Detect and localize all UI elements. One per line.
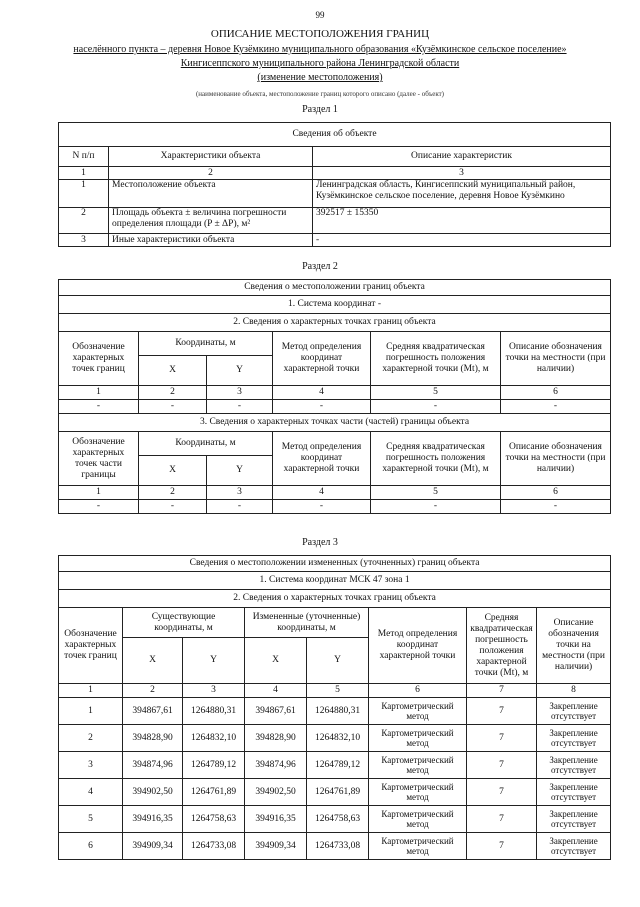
cell-ex-y: 1264758,63 <box>183 806 245 833</box>
coord-system: 1. Система координат - <box>59 296 611 314</box>
cell-ex-y: 1264832,10 <box>183 725 245 752</box>
section3-rows <box>59 698 611 860</box>
cell: - <box>371 500 501 514</box>
cell-ex-y: 1264761,89 <box>183 779 245 806</box>
header-cell: Средняя квадратическая погрешность положения характерной точки (Mt), м <box>371 432 501 486</box>
cell-new-x: 394828,90 <box>245 725 307 752</box>
numbering-cell: 7 <box>467 684 537 698</box>
cell-point: 4 <box>59 779 123 806</box>
table-row <box>59 698 611 725</box>
section1-table <box>58 122 611 247</box>
numbering-cell: 3 <box>313 167 611 180</box>
header-cell: Описание обозначения точки на местности (при наличии) <box>537 608 611 684</box>
cell-mt: 7 <box>467 833 537 860</box>
numbering-cell: 1 <box>59 486 139 500</box>
cell-ex-x: 394916,35 <box>123 806 183 833</box>
numbering-cell: 5 <box>307 684 369 698</box>
numbering-cell: 4 <box>273 486 371 500</box>
table-row <box>59 234 611 247</box>
numbering-cell: 5 <box>371 486 501 500</box>
object-name-line3: (изменение местоположения) <box>257 72 383 83</box>
cell-new-y: 1264832,10 <box>307 725 369 752</box>
header-cell: X <box>139 456 207 486</box>
section1-label: Раздел 1 <box>302 104 338 115</box>
section2-label: Раздел 2 <box>302 261 338 272</box>
object-name-line2: Кингисеппского муниципального района Ленинградской области <box>180 58 460 69</box>
cell: - <box>501 400 611 414</box>
cell-new-y: 1264761,89 <box>307 779 369 806</box>
numbering-cell: 6 <box>501 386 611 400</box>
section3-label: Раздел 3 <box>302 537 338 548</box>
cell-new-x: 394867,61 <box>245 698 307 725</box>
header-cell: Описание обозначения точки на местности (при наличии) <box>501 432 611 486</box>
cell-method: Картометрический метод <box>369 752 467 779</box>
cell-ex-y: 1264789,12 <box>183 752 245 779</box>
cell-new-y: 1264880,31 <box>307 698 369 725</box>
cell-method: Картометрический метод <box>369 833 467 860</box>
cell-new-x: 394909,34 <box>245 833 307 860</box>
header-cell: Обозначение характерных точек части границы <box>59 432 139 486</box>
cell-mt: 7 <box>467 806 537 833</box>
numbering-cell: 1 <box>59 167 109 180</box>
cell-ex-x: 394867,61 <box>123 698 183 725</box>
table-row <box>59 752 611 779</box>
header-cell: Y <box>183 638 245 684</box>
cell: - <box>139 500 207 514</box>
section3-table <box>58 555 611 860</box>
subsection-title: 2. Сведения о характерных точках границ объекта <box>59 590 611 608</box>
cell-ex-y: 1264880,31 <box>183 698 245 725</box>
cell: 1 <box>59 180 109 208</box>
cell: Иные характеристики объекта <box>109 234 313 247</box>
cell-desc: Закрепление отсутствует <box>537 833 611 860</box>
header-cell: Координаты, м <box>139 432 273 456</box>
header-cell: Y <box>307 638 369 684</box>
cell-ex-x: 394902,50 <box>123 779 183 806</box>
subsection-title: 2. Сведения о характерных точках границ объекта <box>59 314 611 332</box>
object-caption: (наименование объекта, местоположение границ которого описано (далее - объект) <box>195 90 445 98</box>
cell: - <box>371 400 501 414</box>
numbering-cell: 3 <box>207 486 273 500</box>
header-cell: Метод определения координат характерной точки <box>369 608 467 684</box>
cell-mt: 7 <box>467 725 537 752</box>
header-cell: Описание обозначения точки на местности (при наличии) <box>501 332 611 386</box>
cell-new-x: 394916,35 <box>245 806 307 833</box>
header-cell: Описание характеристик <box>313 147 611 167</box>
cell-desc: Закрепление отсутствует <box>537 779 611 806</box>
table-row <box>59 806 611 833</box>
cell-method: Картометрический метод <box>369 725 467 752</box>
header-cell: Измененные (уточненные) координаты, м <box>245 608 369 638</box>
cell: - <box>59 500 139 514</box>
table-row <box>59 725 611 752</box>
header-cell: Метод определения координат характерной точки <box>273 332 371 386</box>
cell-ex-y: 1264733,08 <box>183 833 245 860</box>
cell-mt: 7 <box>467 698 537 725</box>
header-cell: Обозначение характерных точек границ <box>59 608 123 684</box>
cell-mt: 7 <box>467 752 537 779</box>
header-cell: X <box>123 638 183 684</box>
cell: - <box>501 500 611 514</box>
cell-desc: Закрепление отсутствует <box>537 725 611 752</box>
header-cell: Существующие координаты, м <box>123 608 245 638</box>
numbering-cell: 2 <box>123 684 183 698</box>
cell-new-y: 1264733,08 <box>307 833 369 860</box>
coord-system: 1. Система координат МСК 47 зона 1 <box>59 572 611 590</box>
numbering-cell: 3 <box>183 684 245 698</box>
cell: Ленинградская область, Кингисеппский муниципальный район, Кузёмкинское сельское поселение, деревня Новое Кузёмкино <box>313 180 611 208</box>
cell: 3 <box>59 234 109 247</box>
section3-table-title: Сведения о местоположении измененных (уточненных) границ объекта <box>59 556 611 572</box>
cell-new-x: 394902,50 <box>245 779 307 806</box>
cell: 392517 ± 15350 <box>313 208 611 234</box>
cell: - <box>139 400 207 414</box>
cell: - <box>273 400 371 414</box>
header-cell: Координаты, м <box>139 332 273 356</box>
header-cell: Средняя квадратическая погрешность положения характерной точки (Mt), м <box>371 332 501 386</box>
section1-table-title: Сведения об объекте <box>59 123 611 147</box>
numbering-cell: 2 <box>109 167 313 180</box>
numbering-cell: 5 <box>371 386 501 400</box>
cell-new-y: 1264789,12 <box>307 752 369 779</box>
cell-point: 3 <box>59 752 123 779</box>
table-row <box>59 400 611 414</box>
header-cell: N п/п <box>59 147 109 167</box>
header-cell: Метод определения координат характерной точки <box>273 432 371 486</box>
cell: Местоположение объекта <box>109 180 313 208</box>
numbering-cell: 8 <box>537 684 611 698</box>
numbering-cell: 6 <box>369 684 467 698</box>
cell: 2 <box>59 208 109 234</box>
cell: Площадь объекта ± величина погрешности определения площади (P ± ΔP), м² <box>109 208 313 234</box>
cell-method: Картометрический метод <box>369 806 467 833</box>
section2-table-title: Сведения о местоположении границ объекта <box>59 280 611 296</box>
numbering-cell: 2 <box>139 486 207 500</box>
numbering-cell: 1 <box>59 386 139 400</box>
header-cell: Средняя квадратическая погрешность положения характерной точки (Mt), м <box>467 608 537 684</box>
cell-desc: Закрепление отсутствует <box>537 806 611 833</box>
cell-new-y: 1264758,63 <box>307 806 369 833</box>
cell-method: Картометрический метод <box>369 698 467 725</box>
cell-new-x: 394874,96 <box>245 752 307 779</box>
cell-point: 5 <box>59 806 123 833</box>
header-cell: Y <box>207 356 273 386</box>
object-name-line1: населённого пункта – деревня Новое Кузёмкино муниципального образования «Кузёмкинское сельское поселение» <box>73 44 567 55</box>
numbering-cell: 3 <box>207 386 273 400</box>
cell-desc: Закрепление отсутствует <box>537 698 611 725</box>
table-row <box>59 833 611 860</box>
table-row <box>59 208 611 234</box>
cell-ex-x: 394828,90 <box>123 725 183 752</box>
cell-desc: Закрепление отсутствует <box>537 752 611 779</box>
header-cell: Характеристики объекта <box>109 147 313 167</box>
document-title: ОПИСАНИЕ МЕСТОПОЛОЖЕНИЯ ГРАНИЦ <box>210 28 430 40</box>
table-row <box>59 180 611 208</box>
cell: - <box>273 500 371 514</box>
numbering-cell: 4 <box>273 386 371 400</box>
header-cell: Y <box>207 456 273 486</box>
cell: - <box>207 500 273 514</box>
cell: - <box>59 400 139 414</box>
numbering-cell: 2 <box>139 386 207 400</box>
subsection-title: 3. Сведения о характерных точках части (частей) границы объекта <box>59 414 611 432</box>
cell-point: 1 <box>59 698 123 725</box>
cell-mt: 7 <box>467 779 537 806</box>
header-cell: Обозначение характерных точек границ <box>59 332 139 386</box>
numbering-cell: 6 <box>501 486 611 500</box>
cell-method: Картометрический метод <box>369 779 467 806</box>
cell: - <box>313 234 611 247</box>
cell-point: 2 <box>59 725 123 752</box>
numbering-cell: 4 <box>245 684 307 698</box>
table-row <box>59 779 611 806</box>
numbering-cell: 1 <box>59 684 123 698</box>
section2-table <box>58 279 611 514</box>
header-cell: X <box>245 638 307 684</box>
cell-ex-x: 394874,96 <box>123 752 183 779</box>
cell-ex-x: 394909,34 <box>123 833 183 860</box>
cell: - <box>207 400 273 414</box>
table-row <box>59 500 611 514</box>
header-cell: X <box>139 356 207 386</box>
cell-point: 6 <box>59 833 123 860</box>
page-number: 99 <box>315 10 325 20</box>
